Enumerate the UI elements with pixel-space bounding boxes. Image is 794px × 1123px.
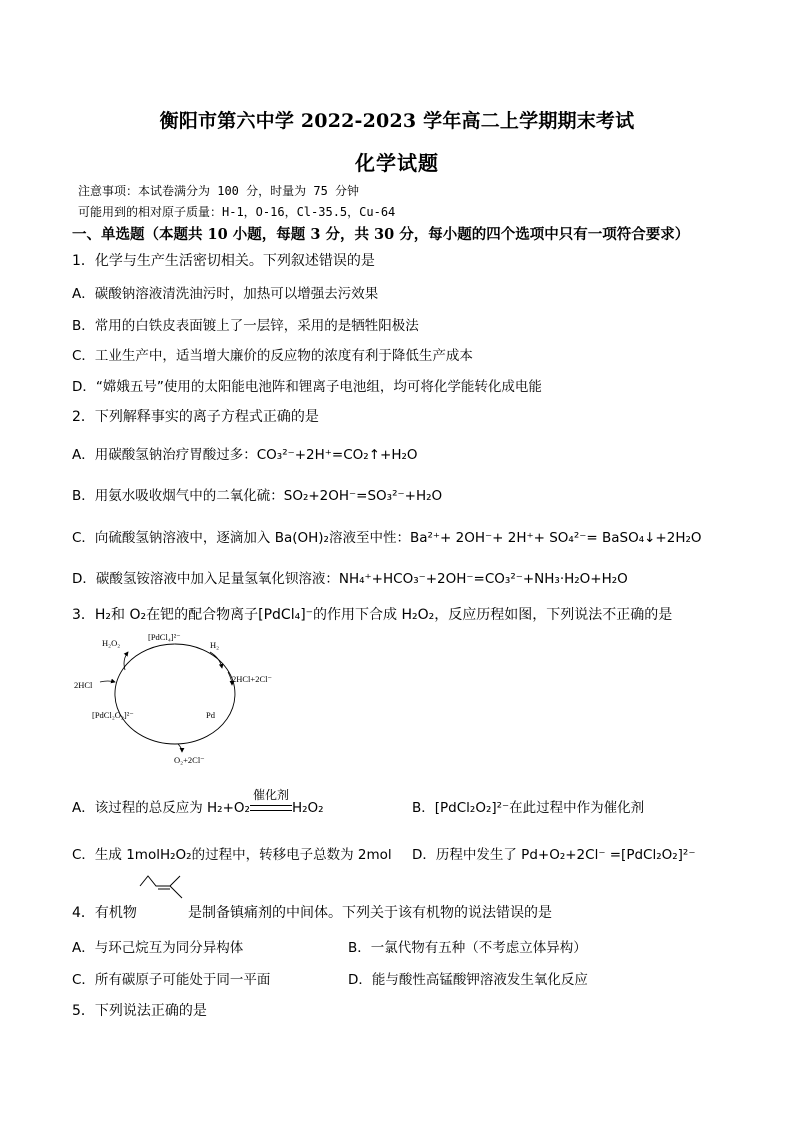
exam-subject: 化学试题	[355, 151, 439, 175]
q3-option-c: C．生成 1molH₂O₂的过程中，转移电子总数为 2mol	[72, 847, 392, 863]
molecule-methyl	[170, 886, 182, 898]
h2o2-out-arrow	[124, 652, 128, 670]
label-pd: Pd	[206, 710, 215, 720]
q4-option-b: B．一氯代物有五种（不考虑立体异构）	[348, 940, 587, 956]
catalyst-label: 催化剂	[252, 788, 289, 802]
notes-line-2: 可能用到的相对原子质量：H-1，O-16，Cl-35.5，Cu-64	[78, 205, 396, 219]
q4-option-c: C．所有碳原子可能处于同一平面	[72, 972, 271, 988]
q1-option-c: C．工业生产中，适当增大廉价的反应物的浓度有利于降低生产成本	[72, 348, 473, 364]
label-o2-2cl: O₂+2Cl⁻	[174, 755, 205, 765]
q2-stem: 2．下列解释事实的离子方程式正确的是	[72, 409, 319, 425]
label-2hcl: 2HCl	[74, 680, 93, 690]
q5-stem: 5．下列说法正确的是	[72, 1003, 207, 1019]
q1-stem: 1．化学与生产生活密切相关。下列叙述错误的是	[72, 253, 375, 269]
label-pdcl2o2: [PdCl₂O₂]²⁻	[92, 710, 134, 720]
o2-in-arrow	[178, 744, 182, 752]
q4-option-a: A．与环己烷互为同分异构体	[72, 940, 244, 956]
q2-option-a: A．用碳酸氢钠治疗胃酸过多：CO₃²⁻+2H⁺=CO₂↑+H₂O	[72, 447, 418, 463]
reaction-cycle-diagram	[70, 630, 290, 770]
catalyst-arrow	[250, 788, 292, 816]
q3-option-a-rhs: H₂O₂	[291, 800, 324, 816]
q1-option-a: A．碳酸钠溶液清洗油污时，加热可以增强去污效果	[72, 286, 379, 302]
q2-option-b: B．用氨水吸收烟气中的二氧化硫：SO₂+2OH⁻=SO₃²⁻+H₂O	[72, 488, 443, 504]
q3-option-a-lhs: A．该过程的总反应为 H₂+O₂	[72, 800, 250, 816]
label-h2o2: H₂O₂	[102, 638, 121, 648]
notes-line-1: 注意事项：本试卷满分为 100 分，时量为 75 分钟	[78, 184, 360, 198]
label-pdcl4: [PdCl₄]²⁻	[148, 632, 181, 642]
section-heading: 一、单选题（本题共 10 小题，每题 3 分，共 30 分，每小题的四个选项中只有一项符合要求）	[72, 226, 690, 243]
q2-option-d: D．碳酸氢铵溶液中加入足量氢氧化钡溶液：NH₄⁺+HCO₃⁻+2OH⁻=CO₃²⁻+NH₃·H₂O+H₂O	[72, 571, 628, 587]
q2-option-c: C．向硫酸氢钠溶液中，逐滴加入 Ba(OH)₂溶液至中性：Ba²⁺+ 2OH⁻+ 2H⁺+ SO₄²⁻= BaSO₄↓+2H₂O	[72, 530, 702, 546]
q4-option-d: D．能与酸性高锰酸钾溶液发生氧化反应	[348, 972, 588, 988]
exam-title: 衡阳市第六中学 2022-2023 学年高二上学期期末考试	[159, 110, 635, 132]
q3-option-a	[72, 788, 324, 816]
cycle-arc	[115, 644, 235, 744]
q4-stem-pre: 4．有机物	[72, 905, 137, 921]
q1-option-d: D．“嫦娥五号”使用的太阳能电池阵和锂离子电池组，均可将化学能转化成电能	[72, 379, 542, 395]
q3-stem: 3．H₂和 O₂在钯的配合物离子[PdCl₄]⁻的作用下合成 H₂O₂，反应历程如图，下列说法不正确的是	[72, 607, 673, 623]
molecule-chain	[140, 876, 180, 886]
q1-option-b: B．常用的白铁皮表面镀上了一层锌，采用的是牺牲阳极法	[72, 318, 419, 334]
organic-molecule-structure	[138, 872, 188, 912]
q4-stem-post: 是制备镇痛剂的中间体。下列关于该有机物的说法错误的是	[188, 905, 552, 921]
hcl-in-arrow	[100, 681, 115, 682]
label-h2: H₂	[210, 640, 220, 650]
q3-option-d: D．历程中发生了 Pd+O₂+2Cl⁻ =[PdCl₂O₂]²⁻	[412, 847, 696, 863]
label-2hcl-2cl: 2HCl+2Cl⁻	[232, 674, 272, 684]
q3-option-b: B．[PdCl₂O₂]²⁻在此过程中作为催化剂	[412, 800, 645, 816]
